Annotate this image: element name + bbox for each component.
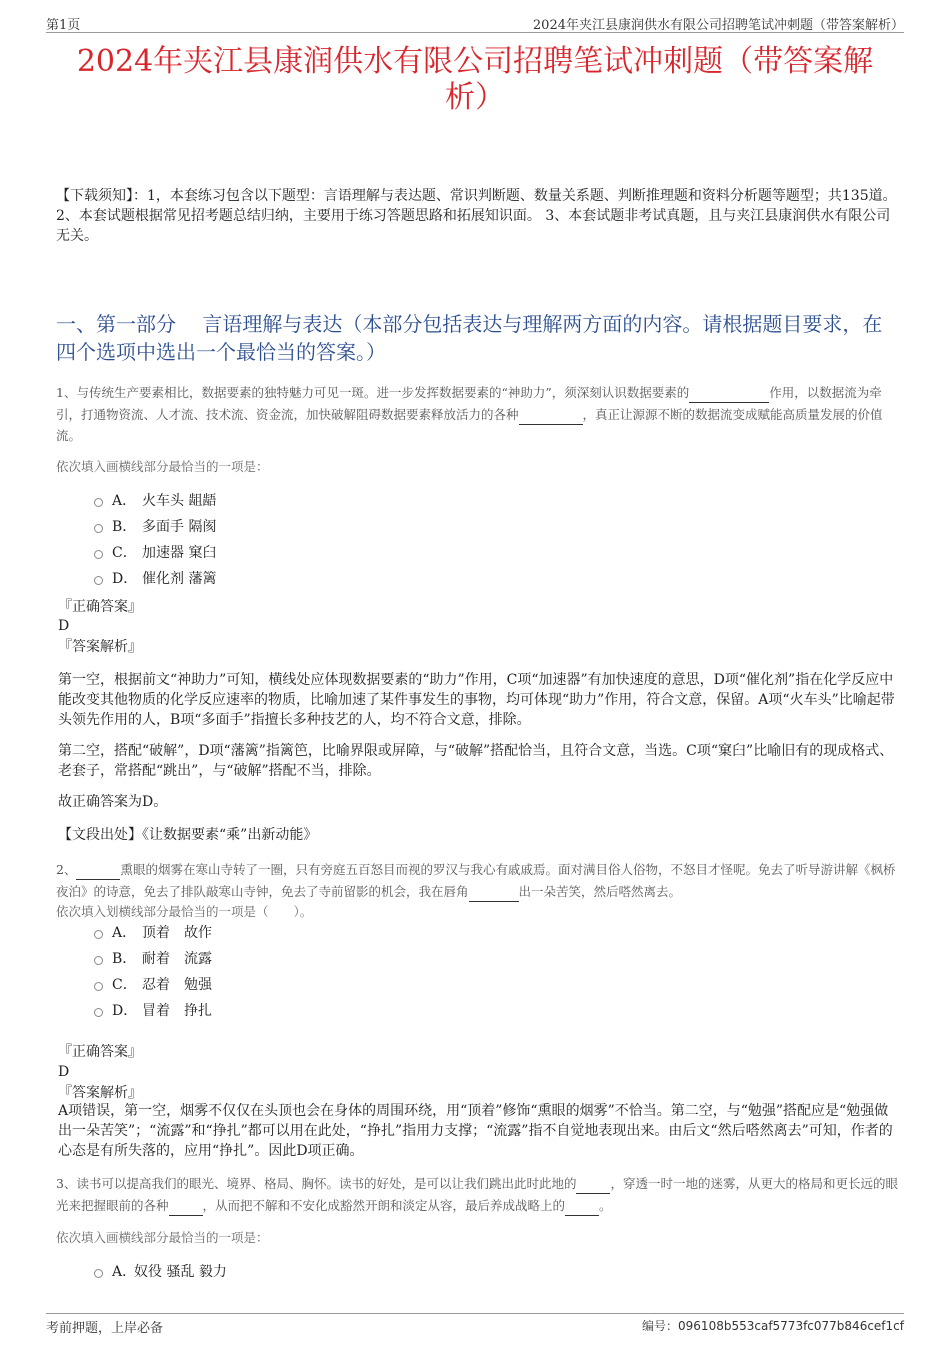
option-c[interactable]: C． 加速器 窠臼 [94,540,216,566]
question-2-hint: 依次填入划横线部分最恰当的一项是（ ）。 [56,904,313,919]
answer-blank [469,880,519,902]
radio-icon[interactable] [94,576,103,585]
answer-label: 『正确答案』 [58,1044,142,1060]
question-3-text: 3、读书可以提高我们的眼光、境界、格局、胸怀。读书的好处，是可以让我们跳出此时此地的 ，穿透一时一地的迷雾，从更大的格局和更长远的眼光来把握眼前的各种 ，从而把不解和不安化成豁然开朗和淡定从容，最后养成战略上的 。 [56,1172,900,1216]
question-1-text: 1、与传统生产要素相比，数据要素的独特魅力可见一斑。进一步发挥数据要素的“神助力”，须深刻认识数据要素的 作用，以数据流为牵引，打通物资流、人才流、技术流、资金流，加快破解阻碍数据要素释放活力的各种 ，真正让源源不断的数据流变成赋能高质量发展的价值流。 [56,381,900,446]
correct-answer: D [58,618,70,634]
question-1-options [94,488,216,592]
analysis-label: 『答案解析』 [58,639,142,655]
question-3-hint: 依次填入画横线部分最恰当的一项是： [56,1230,269,1245]
radio-icon[interactable] [94,1008,103,1017]
option-a[interactable]: A． 顶着 故作 [94,920,212,946]
answer-blank [576,1172,610,1194]
option-b[interactable]: B． 多面手 隔阂 [94,514,216,540]
option-d[interactable]: D． 催化剂 藩篱 [94,566,216,592]
section-heading: 一、第一部分 言语理解与表达（本部分包括表达与理解两方面的内容。请根据题目要求，在四个选项中选出一个最恰当的答案。） [56,312,883,364]
answer-blank [565,1194,599,1216]
question-3-options [94,1259,227,1285]
page-footer [46,1313,904,1334]
radio-icon[interactable] [94,550,103,559]
download-notice: 【下载须知】：1，本套练习包含以下题型：言语理解与表达题、常识判断题、数量关系题、判断推理题和资料分析题等题型；共135道。 2、本套试题根据常见招考题总结归纳，主要用于练习答题思路和拓展知识面。 3、本套试题非考试真题，且与夹江县康润供水有限公司无关。 [56,188,897,244]
option-a[interactable]: A．奴役 骚乱 毅力 [94,1259,227,1285]
answer-blank [519,403,583,425]
header-doc-title: 2024年夹江县康润供水有限公司招聘笔试冲刺题（带答案解析） [532,18,904,33]
question-1-hint: 依次填入画横线部分最恰当的一项是： [56,459,269,474]
page-header [46,14,904,33]
radio-icon[interactable] [94,498,103,507]
option-c[interactable]: C． 忍着 勉强 [94,972,212,998]
analysis-paragraph-2: 第二空，搭配“破解”，D项“藩篱”指篱笆，比喻界限或屏障，与“破解”搭配恰当，且符合文意，当选。C项“窠臼”比喻旧有的现成格式、老套子，常搭配“跳出”，与“破解”搭配不当，排除。 [58,743,894,779]
question-2-options [94,920,212,1024]
radio-icon[interactable] [94,956,103,965]
radio-icon[interactable] [94,982,103,991]
option-d[interactable]: D． 冒着 挣扎 [94,998,212,1024]
radio-icon[interactable] [94,1269,103,1278]
option-b[interactable]: B． 耐着 流露 [94,946,212,972]
document-title: 2024年夹江县康润供水有限公司招聘笔试冲刺题（带答案解析） [76,44,874,115]
answer-blank [689,381,769,403]
page-number: 第1页 [46,18,81,33]
footer-slogan: 考前押题，上岸必备 [46,1321,164,1336]
analysis-label: 『答案解析』 [58,1085,142,1101]
radio-icon[interactable] [94,524,103,533]
answer-blank [169,1194,203,1216]
option-a[interactable]: A． 火车头 龃龉 [94,488,216,514]
answer-blank [76,858,120,880]
analysis-conclusion: 故正确答案为D。 [58,794,168,810]
source-note: 【文段出处】《让数据要素“乘”出新动能》 [58,827,318,843]
question-2-text: 2、 熏眼的烟雾在寒山寺转了一圈，只有旁庭五百怒目而视的罗汉与我心有戚戚焉。面对满目俗人俗物，不怒目才怪呢。免去了听导游讲解《枫桥夜泊》的诗意，免去了排队敲寒山寺钟，免去了寺前留影的机会，我在唇角 出一朵苦笑，然后嗒然离去。 [56,858,900,902]
radio-icon[interactable] [94,930,103,939]
analysis-paragraph-1: 第一空，根据前文“神助力”可知，横线处应体现数据要素的“助力”作用，C项“加速器”有加快速度的意思，D项“催化剂”指在化学反应中能改变其他物质的化学反应速率的物质，比喻加速了某件事发生的事物，均可体现“助力”作用，符合文意，保留。A项“火车头”比喻起带头领先作用的人，B项“多面手”指擅长多种技艺的人，均不符合文意，排除。 [58,672,895,728]
correct-answer: D [58,1064,70,1080]
document-id: 编号：096108b553caf5773fc077b846cef1cf [642,1319,904,1333]
answer-label: 『正确答案』 [58,599,142,615]
analysis-paragraph: A项错误，第一空，烟雾不仅仅在头顶也会在身体的周围环绕，用“顶着”修饰“熏眼的烟雾”不恰当。第二空，与“勉强”搭配应是“勉强做出一朵苦笑”；“流露”和“挣扎”都可以用在此处，“挣扎”指用力支撑；“流露”指不自觉地表现出来。由后文“然后嗒然离去”可知，作者的心态是有所失落的，应用“挣扎”。因此D项正确。 [58,1103,893,1159]
